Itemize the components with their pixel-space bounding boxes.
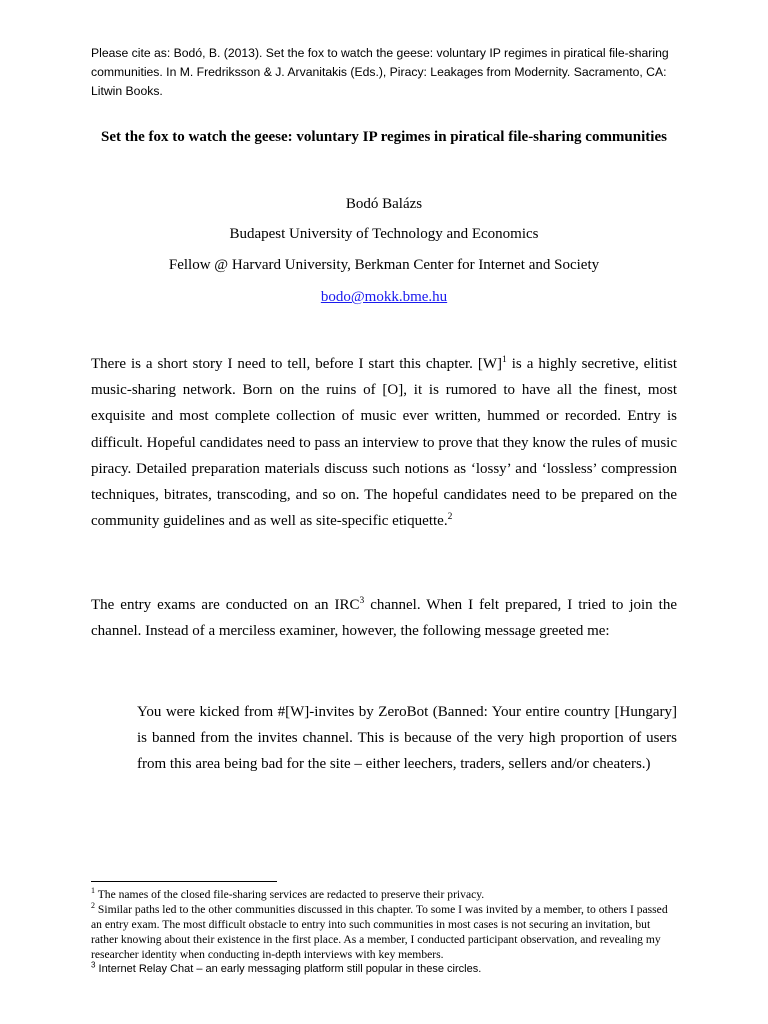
- footnote-separator: [91, 881, 277, 882]
- footnote-ref-1[interactable]: 1: [502, 355, 507, 365]
- footnote-number: 2: [91, 901, 95, 911]
- author-name: Bodó Balázs: [345, 196, 423, 212]
- entry-text-part-1: The entry exams are conducted on an IRC: [91, 597, 360, 613]
- paper-title: Set the fox to watch the geese: voluntary IP regimes in piratical file-sharing communities: [101, 129, 667, 145]
- author-email-link[interactable]: bodo@mokk.bme.hu: [320, 289, 448, 305]
- footnote-number: 1: [91, 886, 95, 896]
- footnote-1: [91, 887, 677, 902]
- affiliation-primary: Budapest University of Technology and Economics: [229, 226, 539, 242]
- footnote-text: Similar paths led to the other communities discussed in this chapter. To some I was invited by a member, to others I passed an entry exam. The most difficult obstacle to entry into such communities in most cases is not securing an invitation, but rather knowing about their existence in the first place. As a member, I conducted participant observation, and revealing my researcher identity when conducting in-depth interviews with key members.: [91, 903, 668, 961]
- footnote-ref-3[interactable]: 3: [359, 596, 365, 606]
- intro-paragraph: [91, 351, 677, 534]
- footnotes: [91, 887, 677, 977]
- entry-exam-paragraph: [91, 592, 677, 644]
- footnote-3: [91, 962, 677, 977]
- affiliation-secondary: Fellow @ Harvard University, Berkman Center for Internet and Society: [168, 257, 600, 273]
- footnote-ref-2[interactable]: 2: [447, 512, 453, 523]
- footnote-number: 3: [91, 960, 96, 970]
- block-quote: You were kicked from #[W]-invites by ZeroBot (Banned: Your entire country [Hungary] is banned from the invites channel. This is because of the very high proportion of users from this area being bad for the site – either leechers, traders, sellers and/or cheaters.): [137, 704, 677, 773]
- citation-note: Please cite as: Bodó, B. (2013). Set the fox to watch the geese: voluntary IP regimes in piratical file-sharing communities. In M. Fredriksson & J. Arvanitakis (Eds.), Piracy: Leakages from Modernity. Sacramento, CA: Litwin Books.: [91, 46, 669, 98]
- intro-text-part-1: There is a short story I need to tell, before I start this chapter. [W]: [91, 356, 503, 372]
- entry-text-part-2: channel. When I felt prepared, I tried to join the channel. Instead of a merciless examiner, however, the following message greeted me:: [91, 597, 677, 640]
- footnote-text: Internet Relay Chat – an early messaging platform still popular in these circles.: [95, 963, 482, 975]
- footnote-2: [91, 902, 677, 962]
- footnote-text: The names of the closed file-sharing services are redacted to preserve their privacy.: [95, 888, 485, 901]
- intro-text-part-2: is a highly secretive, elitist music-sharing network. Born on the ruins of [O], it is rumored to have all the finest, most exquisite and most complete collection of music ever written, hummed or recorded. Entry is difficult. Hopeful candidates need to pass an interview to prove that they know the rules of music piracy. Detailed preparation materials discuss such notions as ‘lossy’ and ‘lossless’ compression techniques, bitrates, transcoding, and so on. The hopeful candidates need to be prepared on the community guidelines and as well as site-specific etiquette.: [91, 356, 677, 530]
